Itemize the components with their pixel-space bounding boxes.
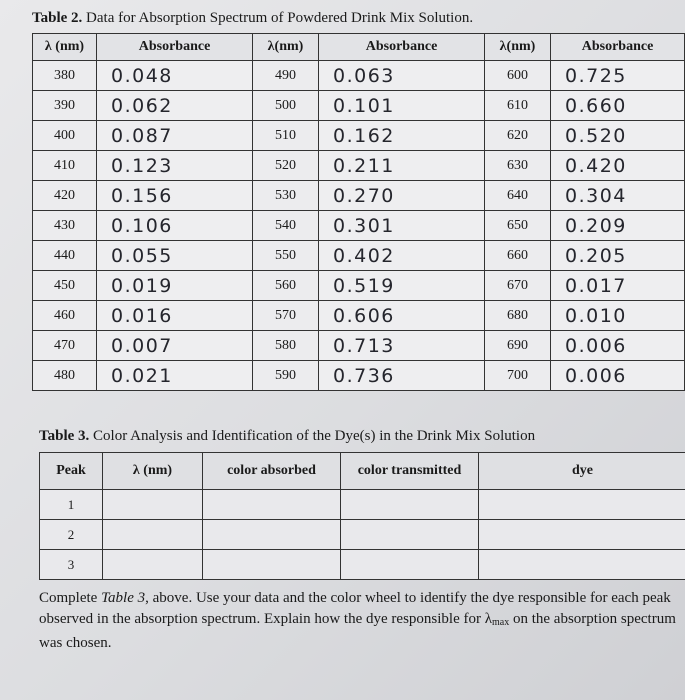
table-row: [33, 301, 685, 331]
wavelength-cell: 410: [33, 151, 97, 181]
table-row: [40, 520, 685, 550]
wavelength-cell: 610: [485, 91, 551, 121]
absorption-data-table: [32, 33, 685, 391]
header-peak: Peak: [40, 453, 103, 490]
lambda-max-subscript: max: [492, 617, 510, 628]
absorbance-cell: 0.205: [551, 241, 685, 271]
absorbance-cell: 0.209: [551, 211, 685, 241]
color-transmitted-entry-cell[interactable]: [341, 490, 479, 520]
wavelength-cell: 470: [33, 331, 97, 361]
table-row: [33, 241, 685, 271]
color-absorbed-entry-cell[interactable]: [203, 490, 341, 520]
wavelength-cell: 570: [253, 301, 319, 331]
wavelength-cell: 660: [485, 241, 551, 271]
header-wavelength-2: λ(nm): [253, 34, 319, 61]
wavelength-cell: 510: [253, 121, 319, 151]
absorbance-cell: 0.660: [551, 91, 685, 121]
table-row: [33, 121, 685, 151]
absorbance-cell: 0.021: [97, 361, 253, 391]
absorbance-cell: 0.010: [551, 301, 685, 331]
absorbance-cell: 0.016: [97, 301, 253, 331]
table-row: [33, 211, 685, 241]
absorbance-cell: 0.713: [319, 331, 485, 361]
wavelength-cell: 550: [253, 241, 319, 271]
instructions-table-ref: Table 3: [101, 590, 146, 606]
wavelength-cell: 560: [253, 271, 319, 301]
wavelength-cell: 640: [485, 181, 551, 211]
absorbance-cell: 0.520: [551, 121, 685, 151]
peak-number-cell: 1: [40, 490, 103, 520]
header-dye: dye: [479, 453, 685, 490]
wavelength-cell: 700: [485, 361, 551, 391]
absorbance-cell: 0.006: [551, 361, 685, 391]
table3-caption: [39, 428, 535, 445]
table-row: [33, 361, 685, 391]
wavelength-cell: 460: [33, 301, 97, 331]
wavelength-cell: 650: [485, 211, 551, 241]
wavelength-cell: 500: [253, 91, 319, 121]
header-absorbance-2: Absorbance: [319, 34, 485, 61]
table-row: [33, 331, 685, 361]
instructions-text-2: , above. Use your data and the color wheel to identify the dye responsible for each peak observed in the absorption spectrum. Explain how the dye responsible for λ: [39, 590, 671, 627]
wavelength-cell: 440: [33, 241, 97, 271]
absorbance-cell: 0.304: [551, 181, 685, 211]
wavelength-cell: 480: [33, 361, 97, 391]
header-color-absorbed: color absorbed: [203, 453, 341, 490]
absorbance-cell: 0.063: [319, 61, 485, 91]
table3-header-row: [40, 453, 685, 490]
table2-title: Data for Absorption Spectrum of Powdered Drink Mix Solution.: [86, 10, 474, 26]
absorbance-cell: 0.017: [551, 271, 685, 301]
wavelength-cell: 490: [253, 61, 319, 91]
wavelength-cell: 620: [485, 121, 551, 151]
absorbance-cell: 0.101: [319, 91, 485, 121]
dye-entry-cell[interactable]: [479, 490, 685, 520]
absorbance-cell: 0.211: [319, 151, 485, 181]
color-transmitted-entry-cell[interactable]: [341, 550, 479, 580]
table-row: [33, 61, 685, 91]
header-lambda: λ (nm): [103, 453, 203, 490]
absorbance-cell: 0.019: [97, 271, 253, 301]
dye-entry-cell[interactable]: [479, 550, 685, 580]
header-color-transmitted: color transmitted: [341, 453, 479, 490]
color-transmitted-entry-cell[interactable]: [341, 520, 479, 550]
absorbance-cell: 0.106: [97, 211, 253, 241]
absorbance-cell: 0.519: [319, 271, 485, 301]
wavelength-cell: 680: [485, 301, 551, 331]
absorbance-cell: 0.301: [319, 211, 485, 241]
color-absorbed-entry-cell[interactable]: [203, 550, 341, 580]
instructions-text-3: on the absorption spectrum was chosen.: [39, 611, 676, 651]
absorbance-cell: 0.162: [319, 121, 485, 151]
lambda-entry-cell[interactable]: [103, 550, 203, 580]
peak-number-cell: 2: [40, 520, 103, 550]
wavelength-cell: 520: [253, 151, 319, 181]
table2-body: [33, 61, 685, 391]
absorbance-cell: 0.087: [97, 121, 253, 151]
absorbance-cell: 0.055: [97, 241, 253, 271]
absorbance-cell: 0.156: [97, 181, 253, 211]
color-absorbed-entry-cell[interactable]: [203, 520, 341, 550]
header-wavelength-1: λ (nm): [33, 34, 97, 61]
table2-header-row: [33, 34, 685, 61]
absorbance-cell: 0.048: [97, 61, 253, 91]
peak-number-cell: 3: [40, 550, 103, 580]
table2-caption: [32, 10, 473, 27]
table-row: [40, 490, 685, 520]
absorbance-cell: 0.006: [551, 331, 685, 361]
lambda-entry-cell[interactable]: [103, 520, 203, 550]
table-row: [33, 271, 685, 301]
absorbance-cell: 0.007: [97, 331, 253, 361]
wavelength-cell: 530: [253, 181, 319, 211]
table3-body: [40, 490, 685, 580]
dye-entry-cell[interactable]: [479, 520, 685, 550]
table3-title: Color Analysis and Identification of the Dye(s) in the Drink Mix Solution: [93, 428, 536, 444]
color-analysis-table: [39, 452, 685, 580]
wavelength-cell: 580: [253, 331, 319, 361]
wavelength-cell: 450: [33, 271, 97, 301]
table-row: [40, 550, 685, 580]
table3-label: Table 3.: [39, 428, 90, 444]
wavelength-cell: 630: [485, 151, 551, 181]
absorbance-cell: 0.123: [97, 151, 253, 181]
wavelength-cell: 430: [33, 211, 97, 241]
wavelength-cell: 670: [485, 271, 551, 301]
absorbance-cell: 0.736: [319, 361, 485, 391]
wavelength-cell: 380: [33, 61, 97, 91]
table-row: [33, 91, 685, 121]
lambda-entry-cell[interactable]: [103, 490, 203, 520]
instructions-text-1: Complete: [39, 590, 102, 606]
table2-label: Table 2.: [32, 10, 83, 26]
wavelength-cell: 420: [33, 181, 97, 211]
absorbance-cell: 0.270: [319, 181, 485, 211]
wavelength-cell: 690: [485, 331, 551, 361]
table-row: [33, 151, 685, 181]
wavelength-cell: 590: [253, 361, 319, 391]
absorbance-cell: 0.725: [551, 61, 685, 91]
absorbance-cell: 0.062: [97, 91, 253, 121]
wavelength-cell: 600: [485, 61, 551, 91]
wavelength-cell: 400: [33, 121, 97, 151]
absorbance-cell: 0.402: [319, 241, 485, 271]
header-wavelength-3: λ(nm): [485, 34, 551, 61]
wavelength-cell: 540: [253, 211, 319, 241]
instructions-paragraph: [39, 588, 684, 654]
header-absorbance-3: Absorbance: [551, 34, 685, 61]
table-row: [33, 181, 685, 211]
header-absorbance-1: Absorbance: [97, 34, 253, 61]
absorbance-cell: 0.420: [551, 151, 685, 181]
wavelength-cell: 390: [33, 91, 97, 121]
absorbance-cell: 0.606: [319, 301, 485, 331]
